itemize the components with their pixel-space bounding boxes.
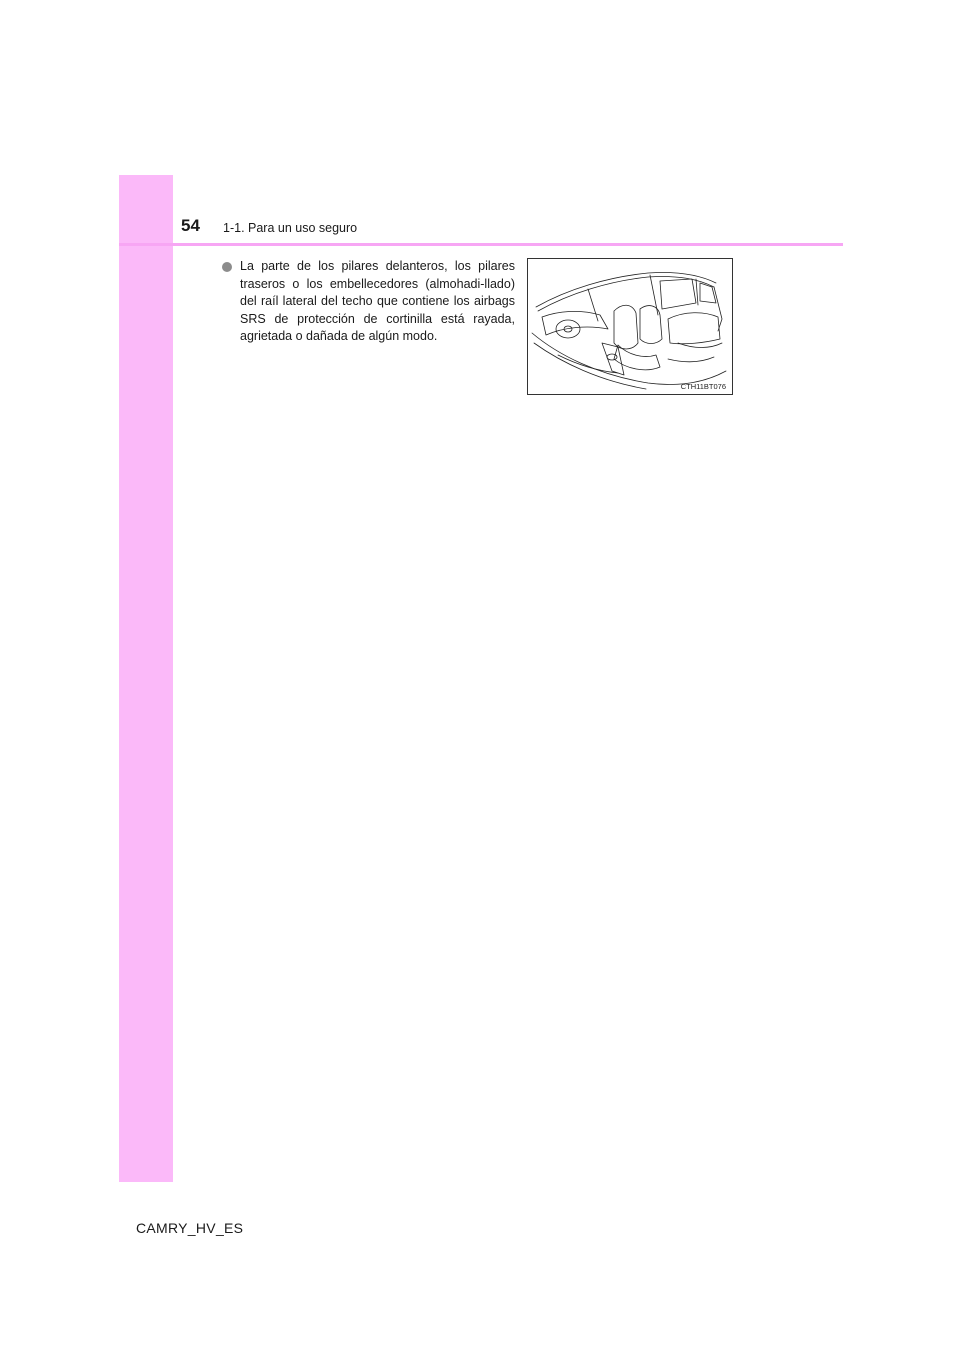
bullet-text: La parte de los pilares delanteros, los pilares traseros o los embellecedores (almohadi-llado) del raíl lateral del techo que contiene los airbags SRS de protección de cortinilla está rayada, agrietada o dañada de algún modo. xyxy=(240,259,515,344)
header-rule xyxy=(119,243,843,246)
car-interior-drawing xyxy=(528,259,732,394)
side-color-bar xyxy=(119,175,173,1182)
bullet-item xyxy=(222,258,515,346)
section-title: 1-1. Para un uso seguro xyxy=(223,221,358,235)
bullet-dot-icon xyxy=(222,262,232,272)
figure-code: CTH11BT076 xyxy=(680,382,726,391)
car-interior-illustration xyxy=(527,258,733,395)
page-number: 54 xyxy=(181,216,200,235)
footer-model-code: CAMRY_HV_ES xyxy=(136,1220,244,1236)
